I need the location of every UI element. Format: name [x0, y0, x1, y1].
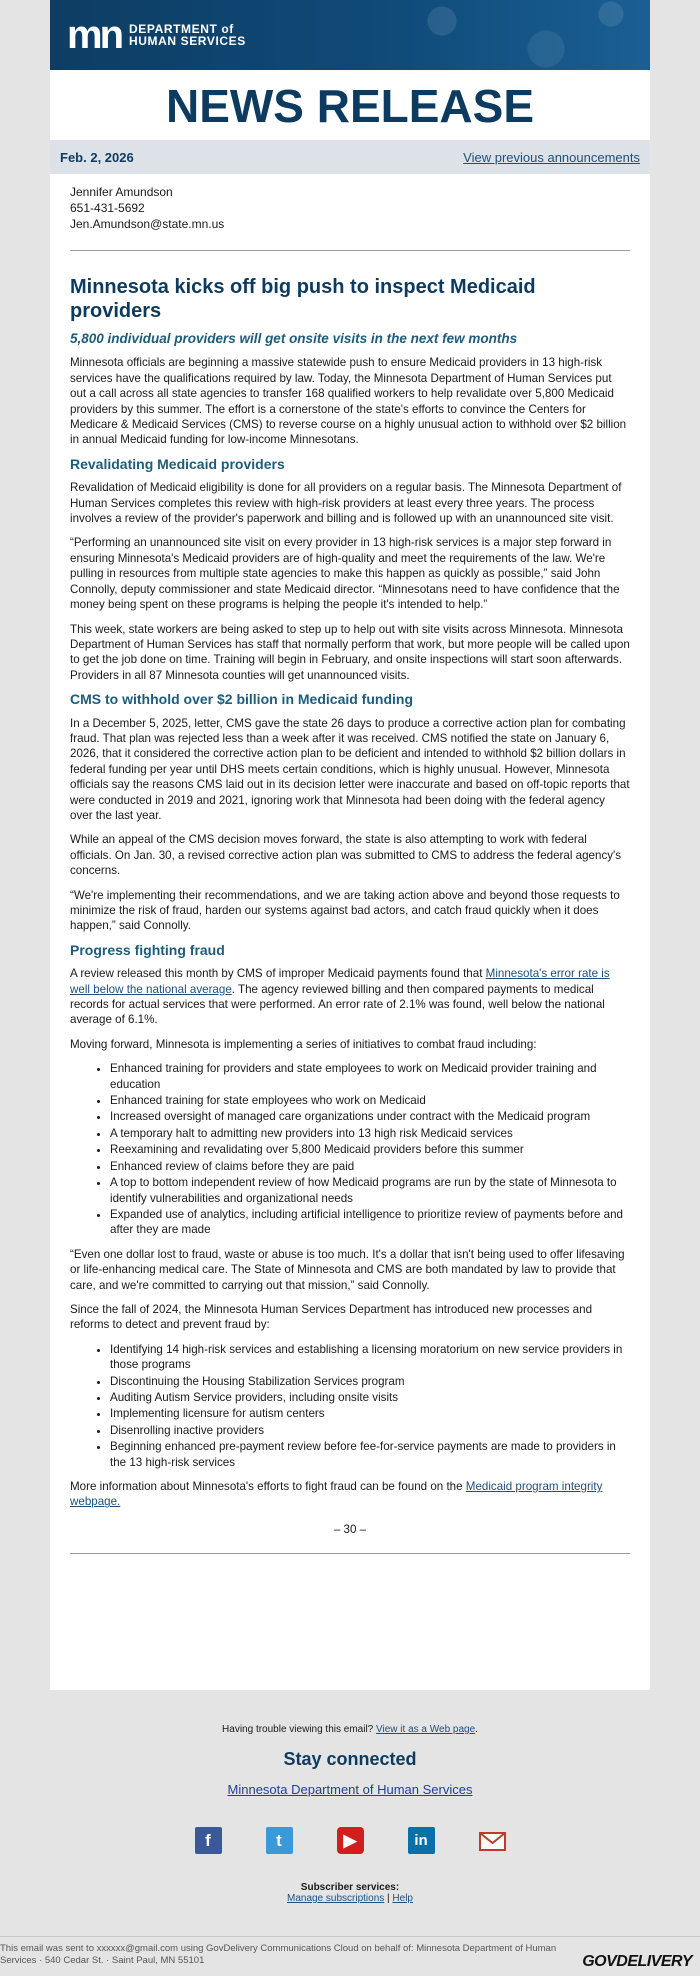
paragraph: [70, 966, 630, 1028]
page-title: NEWS RELEASE: [165, 80, 535, 132]
trouble-viewing: [0, 1724, 700, 1735]
youtube-icon[interactable]: ▶: [337, 1827, 364, 1854]
separator: |: [384, 1893, 393, 1904]
reforms-list: [70, 1342, 630, 1470]
list-item: • A top to bottom independent review of how Medicaid programs are run by the state of Minnesota to identify vulnerabilities and organizational needs: [110, 1175, 630, 1206]
list-item: • Increased oversight of managed care organizations under contract with the Medicaid program: [110, 1109, 630, 1124]
list-item: • Expanded use of analytics, including artificial intelligence to prioritize review of payments before and after they are made: [110, 1207, 630, 1238]
article-content: [50, 174, 650, 1554]
text: .: [475, 1724, 478, 1735]
paragraph: While an appeal of the CMS decision moves forward, the state is also attempting to work with federal officials. On Jan. 30, a revised corrective action plan was submitted to CMS to address the federal agency's concerns.: [70, 833, 622, 878]
facebook-icon[interactable]: f: [195, 1827, 222, 1854]
email-envelope-graphic: [479, 1830, 506, 1852]
twitter-icon[interactable]: t: [266, 1827, 293, 1854]
list-item: • Implementing licensure for autism centers: [110, 1406, 630, 1421]
paragraph: Since the fall of 2024, the Minnesota Human Services Department has introduced new processes and reforms to detect and prevent fraud by:: [70, 1302, 593, 1332]
text: . The agency reviewed billing and then compared payments to medical records for actual services that were performed. An error rate of 2.1% was found, well below the national average of 6.1%.: [70, 982, 605, 1027]
list-item: • Discontinuing the Housing Stabilization Services program: [110, 1374, 630, 1389]
logo-line1: DEPARTMENT of: [129, 22, 234, 36]
subscriber-services: [0, 1882, 700, 1904]
paragraph: In a December 5, 2025, letter, CMS gave the state 26 days to produce a corrective action plan for combating fraud. That plan was rejected less than a week after it was received. CMS notified the state on January 6, 2026, that it considered the corrective action plan to be deficient and intended to withhold $2 billion dollars in federal funding per year until DHS meets certain conditions, which is highly unusual. However, Minnesota officials say the reasons CMS laid out in its decision letter were inaccurate and based on off-topic reports that were conducted in 2019 and 2021, ignoring work that Minnesota had been doing with the federal agency over the last year.: [70, 716, 630, 822]
paragraph: Revalidation of Medicaid eligibility is done for all providers on a regular basis. The Minnesota Department of Human Services completes this review with high-risk providers at least every three years. The process involves a review of the provider's paperwork and billing and is followed up with an unannounced site visit.: [70, 481, 622, 526]
end-mark: – 30 –: [333, 1522, 367, 1536]
list-item: • Enhanced review of claims before they are paid: [110, 1159, 630, 1174]
list-item: • Reexamining and revalidating over 5,800 Medicaid providers before this summer: [110, 1142, 630, 1157]
list-item: • Enhanced training for providers and state employees to work on Medicaid provider training and education: [110, 1061, 630, 1092]
paragraph: “We're implementing their recommendations, and we are taking action above and beyond those requests to minimize the risk of fraud, harden our systems against bad actors, and catch fraud quickly when it does happen,” said Connolly.: [70, 888, 620, 933]
release-date: Feb. 2, 2026: [60, 149, 134, 165]
section-heading: CMS to withhold over $2 billion in Medicaid funding: [70, 691, 413, 708]
article-headline: Minnesota kicks off big push to inspect Medicaid providers: [70, 276, 536, 322]
paragraph: “Even one dollar lost to fraud, waste or abuse is too much. It's a dollar that isn't being used to offer lifesaving or life-enhancing medical care. The State of Minnesota and CMS are both mandated by law to provide that care, and we're committed to carrying out that mission,” said Connolly.: [70, 1247, 625, 1292]
logo-line2: HUMAN SERVICES: [129, 34, 246, 48]
list-item: • Beginning enhanced pre-payment review before fee-for-service payments are made to providers in the 13 high-risk services: [110, 1439, 630, 1470]
social-links: [0, 1827, 700, 1854]
stay-connected-heading: Stay connected: [283, 1749, 417, 1769]
date-bar: [50, 140, 650, 174]
web-page-link[interactable]: View it as a Web page: [376, 1724, 476, 1735]
paragraph: This week, state workers are being asked to step up to help out with site visits across Minnesota. Minnesota Department of Human Services has staff that normally perform that work, but more people will be called upon to get the job done on time. Training will begin in February, and onsite inspections will start soon afterwards. Providers in all 87 Minnesota counties will get unannounced visits.: [70, 622, 630, 682]
list-item: • Identifying 14 high-risk services and establishing a licensing moratorium on new service providers in those programs: [110, 1342, 630, 1373]
text: More information about Minnesota's efforts to fight fraud can be found on the: [70, 1480, 466, 1493]
email-footer: [0, 1706, 700, 1904]
list-item: • Auditing Autism Service providers, including onsite visits: [110, 1390, 630, 1405]
email-icon[interactable]: [479, 1827, 506, 1854]
media-contact: [70, 184, 630, 232]
section-heading: Revalidating Medicaid providers: [70, 455, 285, 472]
paragraph: Minnesota officials are beginning a massive statewide push to ensure Medicaid providers in 13 high-risk services have the qualifications required by law. Today, the Minnesota Department of Human Services put out a call across all state agencies to transfer 168 qualified workers to help revalidate over 5,800 Medicaid providers by this summer. The effort is a cornerstone of the state's efforts to convince the Centers for Medicare & Medicaid Services (CMS) to reverse course on a highly unusual action to withhold over $2 billion in annual Medicaid funding for low-income Minnesotans.: [70, 356, 627, 447]
linkedin-icon[interactable]: in: [408, 1827, 435, 1854]
list-item: • Enhanced training for state employees who work on Medicaid: [110, 1093, 630, 1108]
paragraph: [70, 1479, 630, 1510]
contact-name: Jennifer Amundson: [70, 185, 173, 199]
list-item: • A temporary halt to admitting new providers into 13 high risk Medicaid services: [110, 1126, 630, 1141]
dept-link-row: [0, 1782, 700, 1797]
previous-announcements-link[interactable]: View previous announcements: [463, 149, 640, 165]
contact-email: Jen.Amundson@state.mn.us: [70, 217, 225, 231]
subscriber-label: Subscriber services:: [300, 1882, 400, 1893]
paragraph: Moving forward, Minnesota is implementing a series of initiatives to combat fraud including:: [70, 1037, 537, 1051]
text: A review released this month by CMS of improper Medicaid payments found that: [70, 967, 486, 981]
program-integrity-link[interactable]: Medicaid program integrity webpage.: [70, 1480, 603, 1509]
manage-subscriptions-link[interactable]: Manage subscriptions: [286, 1893, 385, 1904]
email-card: [50, 0, 650, 1690]
error-rate-link[interactable]: Minnesota's error rate is well below the national average: [70, 967, 610, 996]
paragraph: “Performing an unannounced site visit on every provider in 13 high-risk services is a major step forward in ensuring Minnesota's Medicaid providers are of high-quality and meet the requirements of the law. We're pulling in resources from multiple state agencies to make this happen as quickly as possible,” said John Connolly, deputy commissioner and state Medicaid director. “Minnesotans need to have confidence that the money being spent on these programs is helping the people it's intended to help.”: [70, 536, 620, 612]
mn-logo-mark: mn: [67, 13, 121, 57]
dhs-logo[interactable]: [67, 13, 246, 57]
help-link[interactable]: Help: [392, 1893, 413, 1904]
text: Having trouble viewing this email?: [222, 1724, 377, 1735]
legal-footer: [0, 1936, 700, 1971]
divider: [70, 250, 630, 251]
subscriber-links: [0, 1893, 700, 1904]
contact-phone: 651-431-5692: [70, 201, 145, 215]
legal-text: This email was sent to xxxxxx@gmail.com using GovDelivery Communications Cloud on behalf of: Minnesota Department of Human Services · 540 Cedar St. · Saint Paul, MN 55101: [0, 1943, 557, 1966]
list-item: • Disenrolling inactive providers: [110, 1423, 630, 1438]
section-heading: Progress fighting fraud: [70, 941, 225, 958]
article-subhead: 5,800 individual providers will get onsite visits in the next few months: [70, 331, 518, 346]
divider: [70, 1553, 630, 1554]
govdelivery-logo[interactable]: GOVDELIVERY: [582, 1953, 692, 1970]
dhs-website-link[interactable]: Minnesota Department of Human Services: [227, 1782, 473, 1797]
header-banner: [50, 0, 650, 70]
hex-pattern: [390, 0, 650, 70]
initiatives-list: [70, 1061, 630, 1237]
